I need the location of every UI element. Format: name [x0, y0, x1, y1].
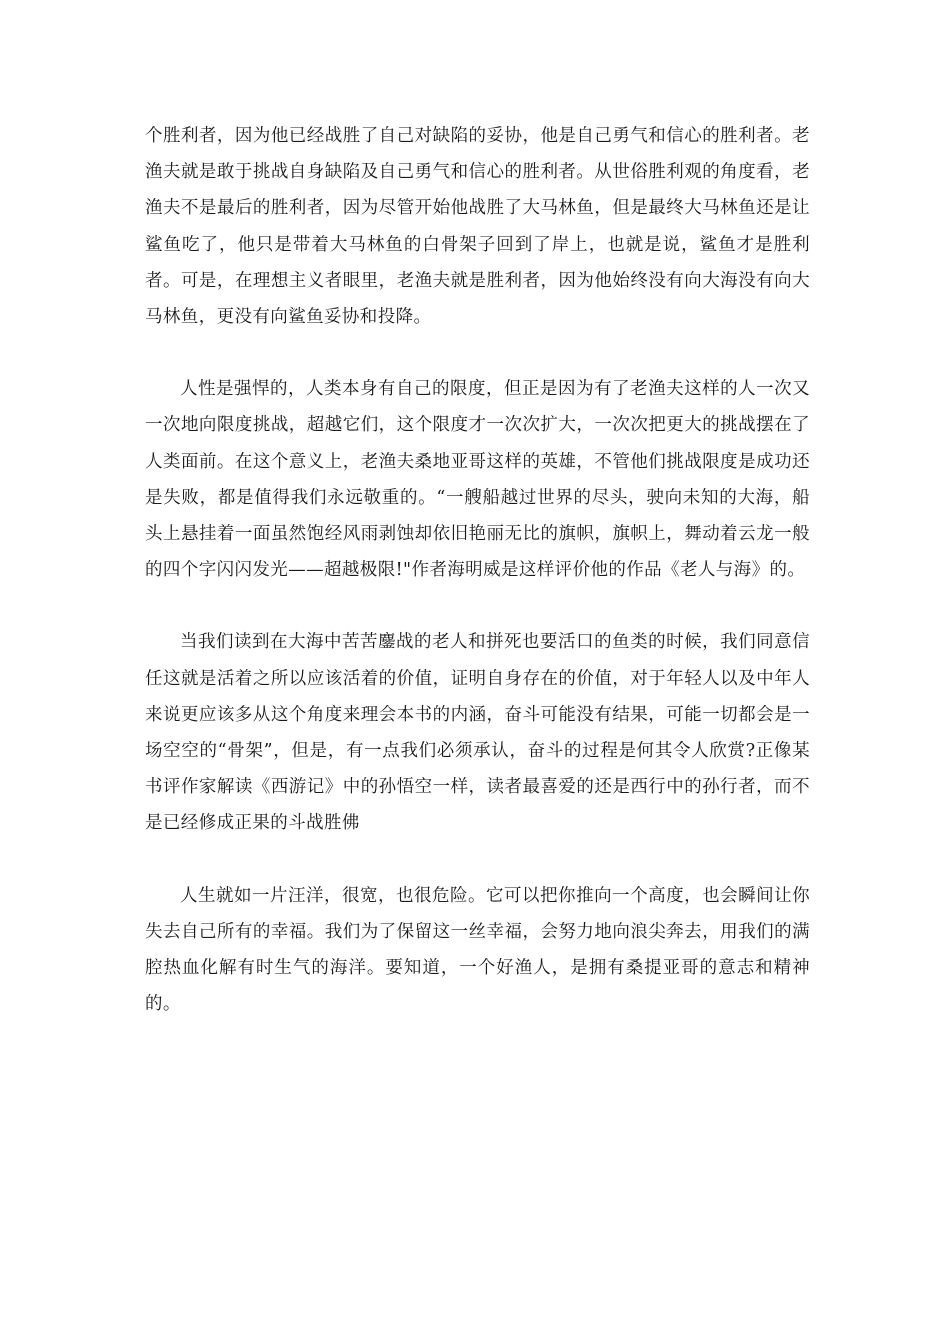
paragraph-2: 人性是强悍的，人类本身有自己的限度，但正是因为有了老渔夫这样的人一次又一次地向限度挑战，超越它们，这个限度才一次次扩大，一次次把更大的挑战摆在了人类面前。在这个意义上，老渔夫桑地亚哥这样的英雄，不管他们挑战限度是成功还是失败，都是值得我们永远敬重的。“一艘船越过世界的尽头，驶向未知的大海，船头上悬挂着一面虽然饱经风雨剥蚀却依旧艳丽无比的旗帜，旗帜上，舞动着云龙一般的四个字闪闪发光——超越极限!"作者海明威是这样评价他的作品《老人与海》的。 [145, 379, 810, 581]
paragraph-3: 当我们读到在大海中苦苦鏖战的老人和拼死也要活口的鱼类的时候，我们同意信任这就是活着之所以应该活着的价值，证明自身存在的价值，对于年轻人以及中年人来说更应该多从这个角度来理会本书的内涵，奋斗可能没有结果，可能一切都会是一场空空的“骨架”，但是，有一点我们必须承认，奋斗的过程是何其令人欣赏?正像某书评作家解读《西游记》中的孙悟空一样，读者最喜爱的还是西行中的孙行者，而不是已经修成正果的斗战胜佛 [145, 632, 810, 834]
paragraph-spacer [145, 842, 810, 878]
paragraph-4: 人生就如一片汪洋，很宽，也很危险。它可以把你推向一个高度，也会瞬间让你失去自己所有的幸福。我们为了保留这一丝幸福，会努力地向浪尖奔去，用我们的满腔热血化解有时生气的海洋。要知道，一个好渔人，是拥有桑提亚哥的意志和精神的。 [145, 885, 810, 1015]
document-body [145, 118, 810, 1022]
paragraph-spacer [145, 335, 810, 371]
paragraph-1: 个胜利者，因为他已经战胜了自己对缺陷的妥协，他是自己勇气和信心的胜利者。老渔夫就是敢于挑战自身缺陷及自己勇气和信心的胜利者。从世俗胜利观的角度看，老渔夫不是最后的胜利者，因为尽管开始他战胜了大马林鱼，但是最终大马林鱼还是让鲨鱼吃了，他只是带着大马林鱼的白骨架子回到了岸上，也就是说，鲨鱼才是胜利者。可是，在理想主义者眼里，老渔夫就是胜利者，因为他始终没有向大海没有向大马林鱼，更没有向鲨鱼妥协和投降。 [145, 126, 810, 328]
paragraph-spacer [145, 588, 810, 624]
